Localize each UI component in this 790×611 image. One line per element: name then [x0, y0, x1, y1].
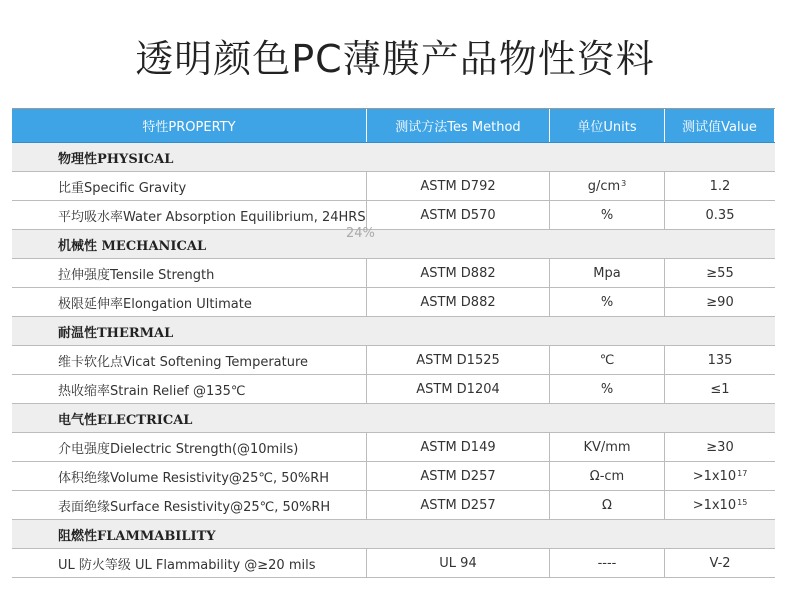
table-row: [12, 172, 775, 201]
table-header-row: [12, 109, 775, 143]
table-row: [12, 201, 775, 230]
section-label: 耐温性THERMAL: [58, 325, 174, 341]
method-cell-text: ASTM D149: [420, 439, 496, 455]
method-cell-text: ASTM D257: [420, 497, 496, 513]
property-cell-text: 比重Specific Gravity: [58, 180, 187, 196]
property-cell: [12, 201, 367, 229]
watermark-text: 24%: [346, 226, 375, 241]
unit-cell-superscript: 3: [621, 178, 627, 188]
property-cell: [12, 346, 367, 374]
property-cell: [12, 259, 367, 287]
value-cell: [665, 346, 775, 374]
value-cell: [665, 549, 775, 577]
table-row: [12, 375, 775, 404]
method-cell: [367, 375, 550, 403]
property-cell-text: 热收缩率Strain Relief @135℃: [58, 383, 246, 399]
value-cell: [665, 259, 775, 287]
method-cell: [367, 433, 550, 461]
page-title: 透明颜色PC薄膜产品物性资料: [135, 37, 655, 81]
unit-cell-text: Ω-cm: [589, 468, 625, 484]
method-cell-text: ASTM D1525: [416, 352, 500, 368]
section-label: 电气性ELECTRICAL: [58, 412, 193, 428]
method-cell-text: ASTM D1204: [416, 381, 500, 397]
unit-cell-text: ℃: [599, 352, 615, 368]
value-cell: [665, 433, 775, 461]
unit-cell: [550, 288, 665, 316]
header-value: 测试值Value: [665, 109, 775, 142]
unit-cell-text: %: [600, 294, 614, 310]
value-cell-text: ≥30: [706, 439, 734, 455]
table-row: [12, 491, 775, 520]
value-cell: [665, 172, 775, 200]
unit-cell: [550, 375, 665, 403]
unit-cell: [550, 346, 665, 374]
table-row: [12, 462, 775, 491]
unit-cell-text: g/cm: [587, 178, 621, 194]
header-method: 测试方法Tes Method: [367, 109, 550, 142]
unit-cell: [550, 549, 665, 577]
table-row: [12, 259, 775, 288]
unit-cell-text: %: [600, 381, 614, 397]
table-row: [12, 346, 775, 375]
value-cell: [665, 375, 775, 403]
table-row: [12, 288, 775, 317]
property-cell-text: 拉伸强度Tensile Strength: [58, 267, 215, 283]
header-units: 单位Units: [550, 109, 665, 142]
value-cell-text: ≥90: [706, 294, 734, 310]
property-cell: [12, 433, 367, 461]
value-cell: [665, 288, 775, 316]
method-cell-text: ASTM D882: [420, 294, 496, 310]
property-cell: [12, 549, 367, 577]
property-cell: [12, 172, 367, 200]
section-row: [12, 520, 775, 549]
table-row: [12, 549, 775, 578]
value-cell-text: >1x10: [692, 497, 737, 513]
property-cell-text: 平均吸水率Water Absorption Equilibrium, 24HRS: [58, 209, 366, 225]
value-cell-superscript: 15: [737, 497, 748, 507]
property-cell-text: 维卡软化点Vicat Softening Temperature: [58, 354, 309, 370]
unit-cell: [550, 491, 665, 519]
unit-cell: [550, 201, 665, 229]
unit-cell: [550, 433, 665, 461]
method-cell-text: ASTM D257: [420, 468, 496, 484]
method-cell: [367, 288, 550, 316]
section-row: [12, 230, 775, 259]
property-cell-text: 表面绝缘Surface Resistivity@25℃, 50%RH: [58, 499, 331, 515]
method-cell: [367, 346, 550, 374]
value-cell: [665, 491, 775, 519]
section-row: [12, 143, 775, 172]
property-cell: [12, 491, 367, 519]
unit-cell-text: %: [600, 207, 614, 223]
value-cell-text: 135: [707, 352, 733, 368]
value-cell: [665, 462, 775, 490]
unit-cell: [550, 259, 665, 287]
value-cell-text: V-2: [709, 555, 731, 571]
section-label: 物理性PHYSICAL: [58, 151, 174, 167]
value-cell-text: 0.35: [705, 207, 735, 223]
method-cell-text: ASTM D570: [420, 207, 496, 223]
value-cell: [665, 201, 775, 229]
property-cell-text: 体积绝缘Volume Resistivity@25℃, 50%RH: [58, 470, 330, 486]
table-row: [12, 433, 775, 462]
property-cell: [12, 288, 367, 316]
value-cell-superscript: 17: [737, 468, 748, 478]
unit-cell: [550, 462, 665, 490]
section-label: 机械性 MECHANICAL: [58, 238, 207, 254]
unit-cell: [550, 172, 665, 200]
method-cell: [367, 172, 550, 200]
method-cell: [367, 201, 550, 229]
table-body: [12, 143, 775, 578]
section-row: [12, 404, 775, 433]
method-cell: [367, 259, 550, 287]
value-cell-text: >1x10: [692, 468, 737, 484]
header-property: 特性PROPERTY: [12, 109, 367, 142]
method-cell: [367, 491, 550, 519]
method-cell: [367, 549, 550, 577]
property-cell: [12, 462, 367, 490]
method-cell-text: ASTM D792: [420, 178, 496, 194]
property-cell-text: 极限延伸率Elongation Ultimate: [58, 296, 252, 312]
unit-cell-text: ----: [597, 555, 617, 571]
property-cell: [12, 375, 367, 403]
unit-cell-text: Ω: [602, 497, 612, 513]
value-cell-text: ≥55: [706, 265, 734, 281]
value-cell-text: 1.2: [709, 178, 731, 194]
unit-cell-text: Mpa: [593, 265, 621, 281]
section-label: 阻燃性FLAMMABILITY: [58, 528, 216, 544]
section-row: [12, 317, 775, 346]
property-table: [12, 108, 775, 578]
method-cell-text: UL 94: [439, 555, 477, 571]
property-cell-text: 介电强度Dielectric Strength(@10mils): [58, 441, 299, 457]
unit-cell-text: KV/mm: [583, 439, 631, 455]
method-cell: [367, 462, 550, 490]
method-cell-text: ASTM D882: [420, 265, 496, 281]
property-cell-text: UL 防火等级 UL Flammability @≥20 mils: [58, 557, 316, 573]
value-cell-text: ≤1: [710, 381, 730, 397]
